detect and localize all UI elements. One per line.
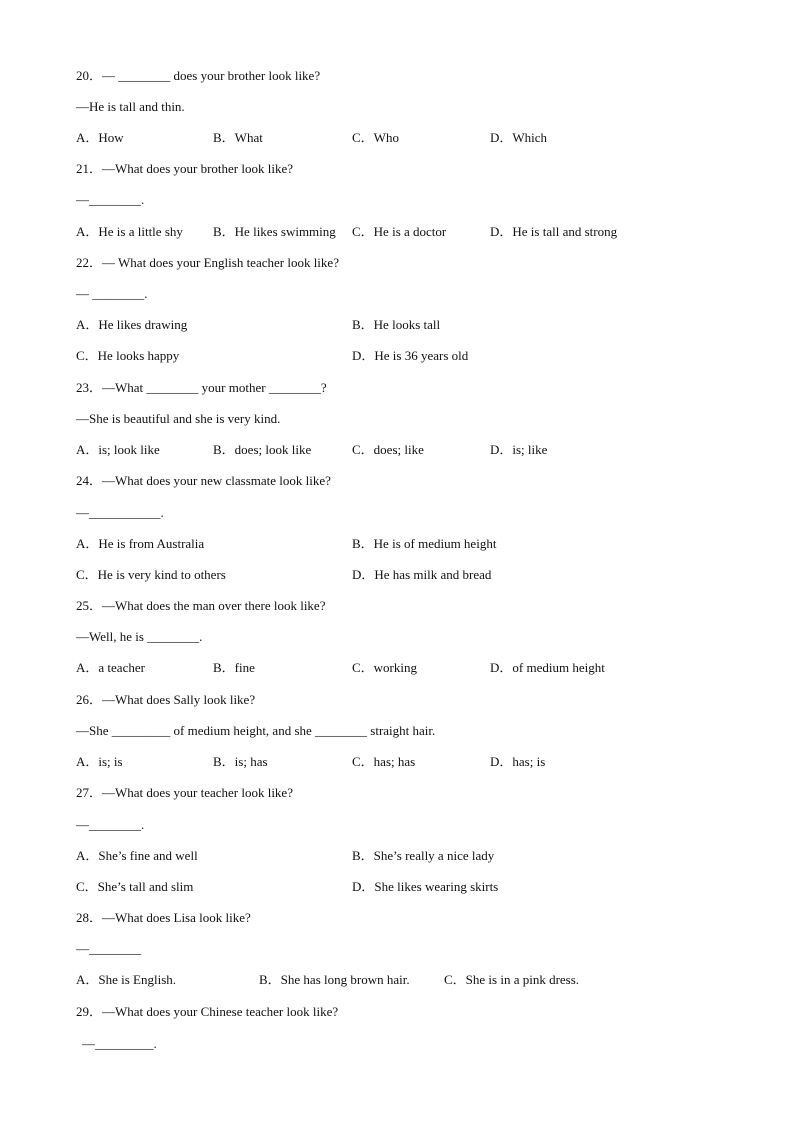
question-29-answer-line: —_________. bbox=[82, 1036, 157, 1051]
question-22-option-c[interactable]: C．He looks happy bbox=[76, 348, 180, 363]
question-25-option-c[interactable]: C．working bbox=[352, 660, 418, 675]
question-22-option-b[interactable]: B．He looks tall bbox=[352, 317, 441, 332]
question-26-option-b[interactable]: B．is; has bbox=[213, 754, 268, 769]
question-20-answer-line: —He is tall and thin. bbox=[76, 99, 185, 114]
question-27-stem: 27．—What does your teacher look like? bbox=[76, 785, 293, 800]
question-27-option-b[interactable]: B．She’s really a nice lady bbox=[352, 848, 495, 863]
question-24-option-a[interactable]: A．He is from Australia bbox=[76, 536, 205, 551]
question-20-option-a[interactable]: A．How bbox=[76, 130, 124, 145]
question-26-option-c[interactable]: C．has; has bbox=[352, 754, 416, 769]
question-27-option-d[interactable]: D．She likes wearing skirts bbox=[352, 879, 499, 894]
question-24-option-c[interactable]: C．He is very kind to others bbox=[76, 567, 226, 582]
question-23-option-c[interactable]: C．does; like bbox=[352, 442, 424, 457]
question-26-option-a[interactable]: A．is; is bbox=[76, 754, 123, 769]
question-25-stem: 25．—What does the man over there look like? bbox=[76, 598, 326, 613]
question-25-option-a[interactable]: A．a teacher bbox=[76, 660, 145, 675]
question-23-option-b[interactable]: B．does; look like bbox=[213, 442, 312, 457]
question-26-option-d[interactable]: D．has; is bbox=[490, 754, 546, 769]
question-26-stem: 26．—What does Sally look like? bbox=[76, 692, 256, 707]
question-27-answer-line: —________. bbox=[76, 817, 145, 832]
question-27-option-a[interactable]: A．She’s fine and well bbox=[76, 848, 198, 863]
question-25-answer-line: —Well, he is ________. bbox=[76, 629, 203, 644]
question-20-option-b[interactable]: B．What bbox=[213, 130, 263, 145]
question-26-answer-line: —She _________ of medium height, and she ________ straight hair. bbox=[76, 723, 436, 738]
question-21-option-d[interactable]: D．He is tall and strong bbox=[490, 224, 618, 239]
question-28-option-b[interactable]: B．She has long brown hair. bbox=[259, 972, 410, 987]
question-22-option-d[interactable]: D．He is 36 years old bbox=[352, 348, 469, 363]
question-28-option-c[interactable]: C．She is in a pink dress. bbox=[444, 972, 580, 987]
question-25-option-b[interactable]: B．fine bbox=[213, 660, 255, 675]
question-24-option-d[interactable]: D．He has milk and bread bbox=[352, 567, 492, 582]
question-23-option-a[interactable]: A．is; look like bbox=[76, 442, 160, 457]
question-21-answer-line: —________. bbox=[76, 192, 145, 207]
question-22-stem: 22．— What does your English teacher look like? bbox=[76, 255, 339, 270]
question-23-option-d[interactable]: D．is; like bbox=[490, 442, 548, 457]
question-23-answer-line: —She is beautiful and she is very kind. bbox=[76, 411, 281, 426]
question-28-option-a[interactable]: A．She is English. bbox=[76, 972, 177, 987]
question-20-stem: 20．— ________ does your brother look like? bbox=[76, 68, 321, 83]
question-23-stem: 23．—What ________ your mother ________? bbox=[76, 380, 327, 395]
question-28-stem: 28．—What does Lisa look like? bbox=[76, 910, 251, 925]
question-21-option-a[interactable]: A．He is a little shy bbox=[76, 224, 183, 239]
question-22-option-a[interactable]: A．He likes drawing bbox=[76, 317, 188, 332]
question-29-stem: 29．—What does your Chinese teacher look like? bbox=[76, 1004, 339, 1019]
question-20-option-d[interactable]: D．Which bbox=[490, 130, 548, 145]
question-24-option-b[interactable]: B．He is of medium height bbox=[352, 536, 497, 551]
question-21-stem: 21．—What does your brother look like? bbox=[76, 161, 293, 176]
question-28-answer-line: —________ bbox=[76, 941, 141, 956]
question-25-option-d[interactable]: D．of medium height bbox=[490, 660, 605, 675]
question-24-answer-line: —___________. bbox=[76, 505, 164, 520]
question-21-option-b[interactable]: B．He likes swimming bbox=[213, 224, 336, 239]
question-24-stem: 24．—What does your new classmate look like? bbox=[76, 473, 331, 488]
question-27-option-c[interactable]: C．She’s tall and slim bbox=[76, 879, 194, 894]
question-22-answer-line: — ________. bbox=[76, 286, 148, 301]
question-21-option-c[interactable]: C．He is a doctor bbox=[352, 224, 447, 239]
question-20-option-c[interactable]: C．Who bbox=[352, 130, 399, 145]
